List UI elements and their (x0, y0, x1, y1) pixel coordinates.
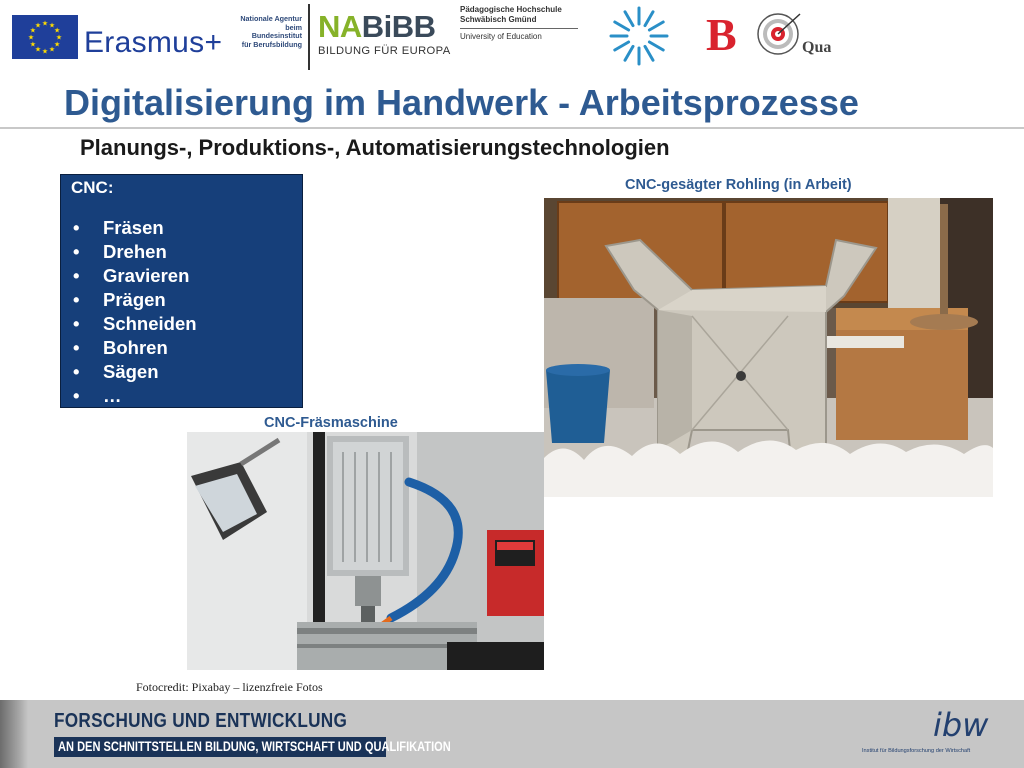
list-item (71, 264, 302, 288)
eu-star-icon: ★ (41, 48, 49, 56)
nabibb-agency-line: beim Bundesinstitut (251, 22, 302, 40)
header-divider (308, 4, 310, 70)
list-item-label: Drehen (103, 241, 167, 262)
photo-credit: Fotocredit: Pixabay – lizenzfreie Fotos (136, 680, 323, 694)
nabibb-tagline: BILDUNG FÜR EUROPA (318, 45, 451, 57)
eu-flag-icon (12, 15, 78, 59)
bullet-icon: • (73, 385, 80, 406)
list-item (71, 336, 302, 360)
erasmus-plus-logo (84, 28, 222, 58)
eu-star-icon: ★ (29, 27, 37, 35)
footer (0, 700, 1024, 768)
ph-name-line: Schwäbisch Gmünd (460, 14, 537, 24)
fraesmaschine-caption: CNC-Fräsmaschine (264, 415, 398, 431)
list-item (71, 360, 302, 384)
sun-ray-icon (649, 42, 663, 50)
sun-ray-icon (625, 12, 633, 26)
list-item-label: Sägen (103, 361, 159, 382)
bullet-icon: • (73, 361, 80, 382)
bullet-icon: • (73, 313, 80, 334)
eu-star-icon: ★ (29, 41, 37, 49)
title-divider (0, 127, 1024, 129)
cnc-process-list (71, 216, 302, 408)
eu-star-icon: ★ (53, 27, 61, 35)
list-item-label: … (103, 385, 122, 406)
sun-rays-logo-icon (596, 3, 682, 69)
list-item-label: Gravieren (103, 265, 190, 286)
nabibb-agency-text (238, 15, 302, 49)
eu-star-icon: ★ (41, 20, 49, 28)
eu-star-icon: ★ (27, 34, 35, 42)
cnc-info-box (60, 174, 303, 408)
cnc-heading: CNC: (71, 178, 114, 197)
rohling-caption: CNC-gesägter Rohling (in Arbeit) (625, 177, 852, 193)
eu-star-icon: ★ (48, 46, 56, 54)
list-item-label: Bohren (103, 337, 168, 358)
nabibb-logo-suffix: BiBB (361, 9, 436, 44)
bullet-icon: • (73, 337, 80, 358)
list-item (71, 288, 302, 312)
sun-ray-icon (645, 12, 653, 26)
bullet-icon: • (73, 265, 80, 286)
sun-ray-icon (645, 46, 653, 60)
sun-ray-icon (625, 46, 633, 60)
eu-star-icon: ★ (34, 22, 42, 30)
ph-name-line: Pädagogische Hochschule (460, 5, 562, 14)
bullet-icon: • (73, 241, 80, 262)
bullet-icon: • (73, 217, 80, 238)
bqua-logo-suffix: Qua (802, 39, 832, 56)
page-title: Digitalisierung im Handwerk - Arbeitsprozesse (64, 82, 859, 123)
bqua-logo (704, 8, 844, 58)
ph-divider (460, 28, 578, 29)
list-item-label: Schneiden (103, 313, 197, 334)
list-item (71, 216, 302, 240)
list-item (71, 240, 302, 264)
nabibb-logo (318, 11, 436, 43)
erasmus-label: Erasmus+ (84, 26, 223, 59)
list-item (71, 312, 302, 336)
footer-tagline-bar (54, 737, 451, 757)
page-subtitle: Planungs-, Produktions-, Automatisierungstechnologien (80, 135, 670, 160)
target-logo-icon (758, 14, 800, 54)
ph-name (460, 5, 562, 25)
list-item (71, 384, 302, 408)
sun-ray-icon (615, 42, 629, 50)
ibw-logo: ibw (933, 706, 989, 744)
eu-star-icon: ★ (53, 41, 61, 49)
nabibb-agency-line: Nationale Agentur (240, 14, 302, 23)
list-item-label: Fräsen (103, 217, 164, 238)
rohling-photo (544, 198, 993, 497)
bullet-icon: • (73, 289, 80, 310)
ph-subline: University of Education (460, 32, 542, 41)
nabibb-logo-prefix: NA (318, 9, 362, 44)
list-item-label: Prägen (103, 289, 166, 310)
eu-star-icon: ★ (55, 34, 63, 42)
footer-tagline: AN DEN SCHNITTSTELLEN BILDUNG, WIRTSCHAFT UND QUALIFIKATION (58, 739, 451, 754)
eu-star-icon: ★ (48, 22, 56, 30)
footer-title: FORSCHUNG UND ENTWICKLUNG (54, 710, 348, 732)
eu-star-icon: ★ (34, 46, 42, 54)
fraesmaschine-photo (187, 432, 544, 670)
footer-photo-strip (0, 700, 28, 768)
bqua-logo-letter: B (706, 9, 737, 58)
sun-ray-icon (615, 22, 629, 30)
ibw-subtitle: Institut für Bildungsforschung der Wirtschaft (862, 748, 971, 754)
nabibb-agency-line: für Berufsbildung (241, 39, 302, 49)
sun-ray-icon (649, 22, 663, 30)
